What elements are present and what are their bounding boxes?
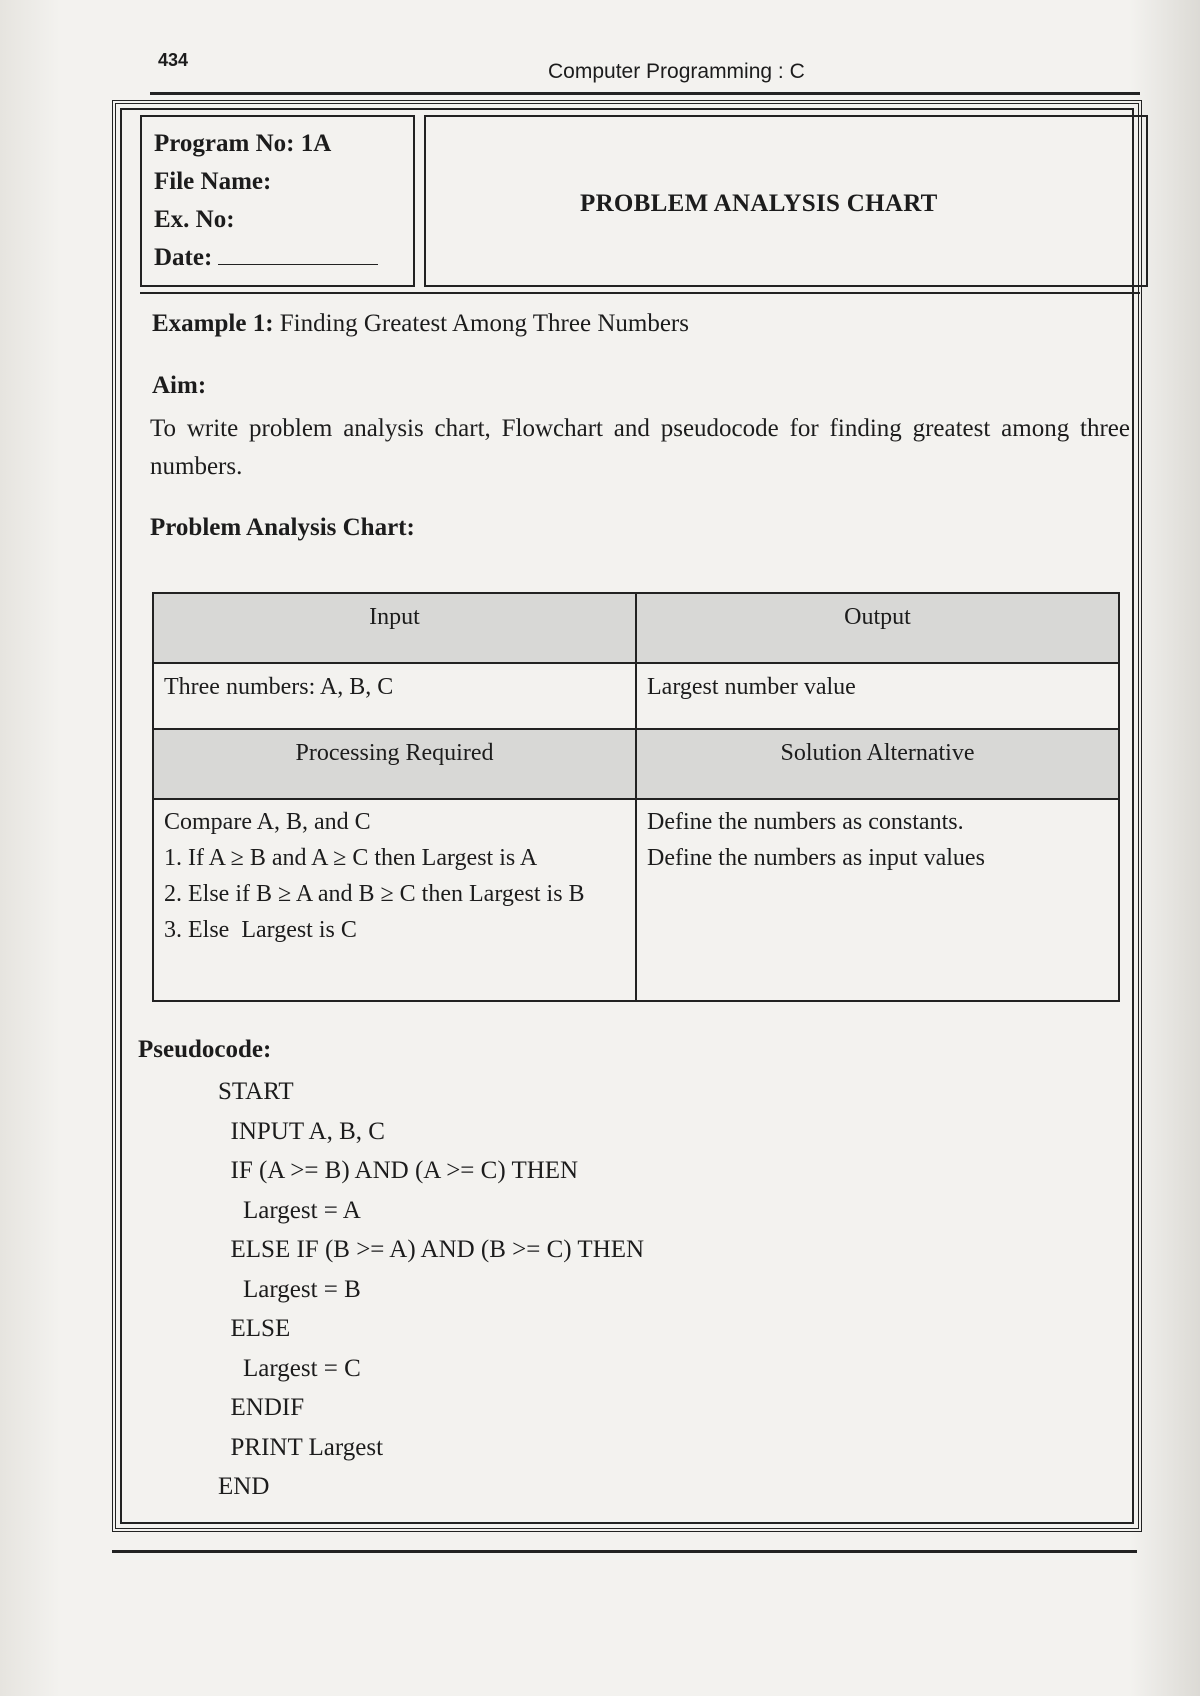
processing-line: 3. Else Largest is C xyxy=(164,917,357,943)
aim-label: Aim: xyxy=(152,372,207,399)
solution-header: Solution Alternative xyxy=(636,729,1119,799)
header-rule xyxy=(150,92,1140,95)
table-row xyxy=(153,729,1119,799)
page-number: 434 xyxy=(158,50,189,70)
pseudocode-label: Pseudocode: xyxy=(138,1036,272,1063)
pseudocode-line: START xyxy=(218,1078,294,1105)
pseudocode-line: IF (A >= B) AND (A >= C) THEN xyxy=(218,1157,579,1184)
table-row xyxy=(153,799,1119,1001)
date-label: Date: xyxy=(154,244,213,271)
table-row xyxy=(153,663,1119,729)
chart-title: PROBLEM ANALYSIS CHART xyxy=(580,190,938,217)
pseudocode-line: ELSE xyxy=(218,1315,291,1342)
ex-no: Ex. No: xyxy=(154,206,235,233)
output-value: Largest number value xyxy=(636,663,1119,729)
pseudocode-block xyxy=(218,1072,644,1507)
processing-cell xyxy=(153,799,636,1001)
example-text: Finding Greatest Among Three Numbers xyxy=(279,310,689,337)
processing-line: 1. If A ≥ B and A ≥ C then Largest is A xyxy=(164,845,538,871)
aim-text: To write problem analysis chart, Flowchart and pseudocode for finding greatest among three numbers. xyxy=(150,415,1130,480)
bottom-rule xyxy=(112,1550,1137,1553)
pseudocode-line: INPUT A, B, C xyxy=(218,1117,385,1145)
program-no: Program No: 1A xyxy=(154,130,332,157)
solution-line: Define the numbers as constants. xyxy=(647,809,964,835)
date-row xyxy=(154,239,401,277)
running-title: Computer Programming : C xyxy=(548,60,805,83)
header-divider xyxy=(140,292,1140,294)
processing-header: Processing Required xyxy=(153,729,636,799)
pseudocode-line: ENDIF xyxy=(218,1394,305,1421)
processing-line: 2. Else if B ≥ A and B ≥ C then Largest is B xyxy=(164,881,585,907)
solution-line: Define the numbers as input values xyxy=(647,845,985,871)
pseudocode-line: Largest = B xyxy=(218,1275,361,1303)
processing-line: Compare A, B, and C xyxy=(164,809,371,835)
date-blank-line xyxy=(218,242,378,265)
pseudocode-line: PRINT Largest xyxy=(218,1433,384,1461)
pseudocode-line: END xyxy=(218,1473,270,1500)
pseudocode-line: ELSE IF (B >= A) AND (B >= C) THEN xyxy=(218,1236,645,1263)
example-heading xyxy=(152,310,689,338)
example-label: Example 1: xyxy=(152,310,274,337)
input-header: Input xyxy=(153,593,636,663)
pseudocode-line: Largest = A xyxy=(218,1196,361,1224)
problem-analysis-table xyxy=(152,592,1120,1002)
program-info-box xyxy=(140,115,415,287)
file-name: File Name: xyxy=(154,168,272,195)
output-header: Output xyxy=(636,593,1119,663)
table-row xyxy=(153,593,1119,663)
pac-heading: Problem Analysis Chart: xyxy=(150,514,415,541)
pseudocode-line: Largest = C xyxy=(218,1354,361,1382)
page-shadow-left xyxy=(0,0,60,1696)
input-value: Three numbers: A, B, C xyxy=(153,663,636,729)
solution-cell xyxy=(636,799,1119,1001)
